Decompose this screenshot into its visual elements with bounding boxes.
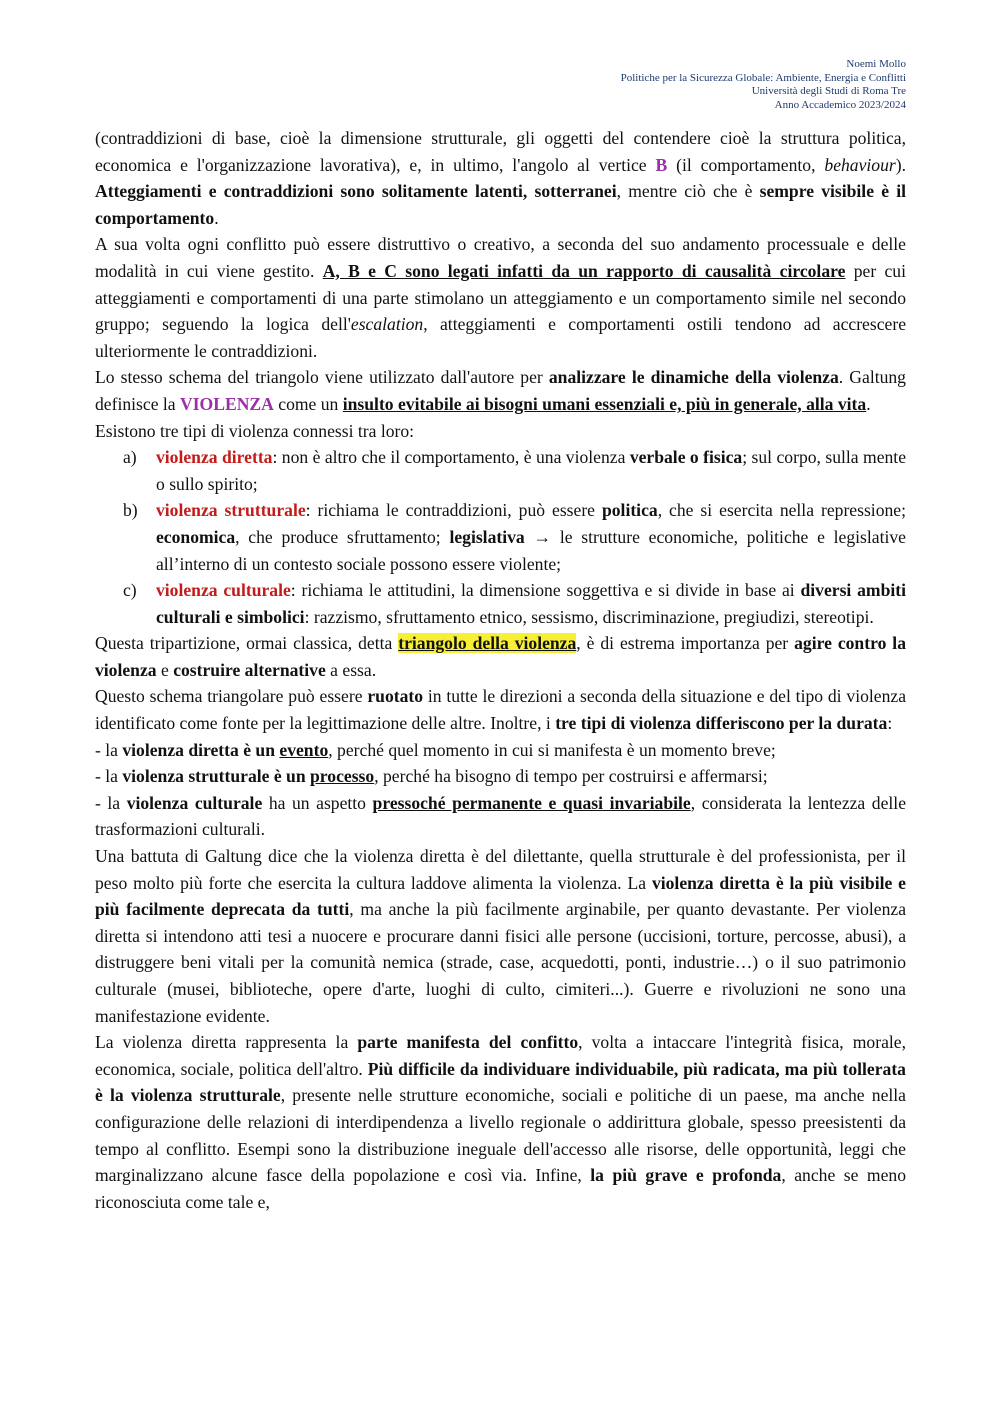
text-run: ha un aspetto bbox=[262, 792, 373, 813]
bold-run: diversi ambiti culturali e simbolici bbox=[156, 580, 906, 627]
duration-line-3 bbox=[95, 790, 906, 843]
bold-run: legislativa bbox=[449, 526, 525, 547]
bold-underline-run: pressoché permanente e quasi invariabile bbox=[372, 792, 691, 813]
text-run: , che si esercita nella repressione; bbox=[657, 500, 906, 521]
header-year: Anno Accademico 2023/2024 bbox=[774, 98, 906, 111]
bold-run: analizzare le dinamiche della violenza bbox=[548, 367, 839, 388]
text-run: , atteggiamenti e comportamenti ostili tendono ad accrescere ulteriormente le contraddizioni. bbox=[95, 314, 907, 361]
term-escalation: escalation bbox=[350, 314, 424, 335]
page-header bbox=[621, 58, 906, 112]
bold-underline-run: processo bbox=[310, 766, 375, 787]
duration-line-1 bbox=[95, 737, 906, 764]
bold-run: economica bbox=[156, 526, 236, 547]
text-run: , ma anche la più facilmente arginabile, per quanto devastante. Per violenza diretta si intendono atti tesi a nuocere e procurare danni fisici alle persone (uccisioni, torture, percosse, abusi), a distruggere beni vitali per la comunità nemica (strade, case, acquedotti, ponti, industrie…) o il suo patrimonio culturale (musei, biblioteche, opere d'arte, luoghi di culto, cimiteri...). Guerre e rivoluzioni ne sono una manifestazione evidente. bbox=[95, 899, 907, 1026]
text-run: , perché quel momento in cui si manifesta è un momento breve; bbox=[328, 739, 776, 760]
bold-run: politica bbox=[601, 500, 658, 521]
bold-run: costruire alternative bbox=[173, 659, 326, 680]
text-run: ). bbox=[895, 154, 906, 175]
highlighted-term: triangolo della violenza bbox=[398, 633, 577, 654]
bold-run: Più difficile da individuare individuabile, più radicata, ma più tollerata è la violenza strutturale bbox=[95, 1058, 906, 1106]
paragraph-2 bbox=[95, 231, 906, 364]
bold-underline-run: insulto evitabile ai bisogni umani essenziali e, più in generale, alla vita bbox=[342, 393, 867, 414]
document-body bbox=[95, 125, 906, 1215]
bold-run: ruotato bbox=[367, 686, 424, 707]
term-violenza: VIOLENZA bbox=[180, 393, 274, 414]
paragraph-4 bbox=[95, 418, 906, 445]
text-run: La violenza diretta rappresenta la bbox=[95, 1032, 358, 1053]
text-run: , volta a intaccare l'integrità fisica, morale, economica, sociale, politica dell'altro. bbox=[95, 1032, 906, 1079]
text-run: e bbox=[156, 659, 174, 680]
paragraph-8 bbox=[95, 1029, 906, 1215]
text-run: , presente nelle strutture economiche, sociali e politiche di un paese, ma anche nella configurazione delle relazioni di interdipendenza a livello regionale o addirittura globale, spesso preesistenti da tempo al conflitto. Esempi sono la distribuzione ineguale dell'accesso alle risorse, delle opportunità, leggi che marginalizzano alcune fasce della popolazione e così via. Infine, bbox=[95, 1085, 906, 1186]
list-marker: b) bbox=[123, 500, 138, 521]
term-violenza-culturale: violenza culturale bbox=[156, 580, 291, 601]
list-item bbox=[123, 497, 906, 577]
text-run: → le strutture economiche, politiche e legislative all’interno di un contesto sociale possono essere violente; bbox=[156, 526, 906, 574]
text-run: , è di estrema importanza per bbox=[576, 633, 795, 654]
bold-run: tre tipi di violenza differiscono per la durata bbox=[555, 713, 888, 734]
bold-run: parte manifesta del confitto bbox=[357, 1032, 579, 1053]
list-marker: a) bbox=[123, 447, 137, 468]
text-run: Una battuta di Galtung dice che la violenza diretta è del dilettante, quella strutturale è del professionista, per il peso molto più forte che esercita la cultura laddove alimenta la violenza. La bbox=[95, 846, 906, 893]
text-run: . bbox=[866, 393, 871, 414]
text-run: , anche se meno riconosciuta come tale e, bbox=[95, 1165, 907, 1212]
paragraph-5 bbox=[95, 630, 906, 683]
bold-underline-run: A, B e C sono legati infatti da un rapporto di causalità circolare bbox=[322, 260, 846, 281]
text-run: . bbox=[214, 207, 219, 228]
paragraph-7 bbox=[95, 843, 906, 1029]
bold-run: verbale o fisica bbox=[629, 447, 743, 468]
text-run: - la bbox=[95, 792, 127, 813]
bold-run: la più grave e profonda bbox=[590, 1165, 782, 1186]
text-run: : richiama le contraddizioni, può essere bbox=[305, 500, 602, 521]
text-run: Esistono tre tipi di violenza connessi tra loro: bbox=[95, 420, 415, 441]
list-marker: c) bbox=[123, 580, 137, 601]
text-run: come un bbox=[273, 393, 343, 414]
paragraph-3 bbox=[95, 364, 906, 417]
list-item bbox=[123, 444, 907, 497]
text-run: ; sul corpo, sulla mente o sullo spirito; bbox=[156, 447, 907, 494]
text-run: , considerata la lentezza delle trasformazioni culturali. bbox=[95, 792, 906, 840]
header-author: Noemi Mollo bbox=[846, 58, 906, 70]
text-run: , che produce sfruttamento; bbox=[235, 526, 450, 547]
term-violenza-diretta: violenza diretta bbox=[156, 447, 273, 468]
violence-types-list bbox=[95, 444, 906, 630]
text-run: in tutte le direzioni a seconda della situazione e del tipo di violenza identificato come fonte per la legittimazione delle altre. Inoltre, i bbox=[95, 686, 906, 734]
text-run: Questo schema triangolare può essere bbox=[95, 686, 368, 707]
header-university: Università degli Studi di Roma Tre bbox=[751, 85, 906, 97]
bold-run: violenza culturale bbox=[126, 792, 263, 813]
paragraph-1 bbox=[95, 125, 906, 231]
bold-run: violenza diretta è la più visibile e più facilmente deprecata da tutti bbox=[95, 872, 906, 920]
text-run: , perché ha bisogno di tempo per costruirsi e affermarsi; bbox=[374, 766, 768, 787]
text-run: - la bbox=[95, 739, 123, 760]
term-violenza-strutturale: violenza strutturale bbox=[156, 500, 306, 521]
text-run: , mentre ciò che è bbox=[616, 181, 760, 202]
vertex-b: B bbox=[655, 154, 668, 175]
text-run: Questa tripartizione, ormai classica, detta bbox=[95, 633, 399, 654]
bold-run: sempre visibile è il comportamento bbox=[95, 181, 906, 228]
text-run: per cui atteggiamenti e comportamenti di una parte stimolano un atteggiamento e un comportamento simile nel secondo gruppo; seguendo la logica dell' bbox=[95, 260, 906, 335]
text-run: - la bbox=[95, 766, 123, 787]
text-run: : richiama le attitudini, la dimensione soggettiva e si divide in base ai bbox=[290, 580, 801, 601]
header-course: Politiche per la Sicurezza Globale: Ambiente, Energia e Conflitti bbox=[620, 71, 906, 84]
text-run: a essa. bbox=[325, 659, 377, 680]
text-run: : razzismo, sfruttamento etnico, sessismo, discriminazione, pregiudizi, stereotipi. bbox=[304, 606, 874, 627]
paragraph-6 bbox=[95, 683, 906, 736]
text-run: (contraddizioni di base, cioè la dimensione strutturale, gli oggetti del contendere cioè la struttura politica, economica e l'organizzazione lavorativa), e, in ultimo, l'angolo al vertice bbox=[95, 128, 906, 175]
duration-line-2 bbox=[95, 763, 906, 790]
text-run: (il comportamento, bbox=[667, 154, 825, 175]
text-run: . Galtung definisce la bbox=[95, 367, 906, 414]
bold-underline-run: evento bbox=[279, 739, 329, 760]
text-run: A sua volta ogni conflitto può essere distruttivo o creativo, a seconda del suo andamento processuale e delle modalità in cui viene gestito. bbox=[95, 234, 906, 281]
term-behaviour: behaviour bbox=[824, 154, 896, 175]
bold-run: Atteggiamenti e contraddizioni sono solitamente latenti, sotterranei bbox=[95, 181, 617, 202]
bold-run: violenza strutturale è un bbox=[122, 766, 311, 787]
text-run: : bbox=[887, 713, 893, 734]
bold-run: agire contro la violenza bbox=[95, 633, 906, 680]
list-item bbox=[123, 577, 906, 630]
text-run: : non è altro che il comportamento, è una violenza bbox=[272, 447, 630, 468]
bold-run: violenza diretta è un bbox=[122, 739, 280, 760]
text-run: Lo stesso schema del triangolo viene utilizzato dall'autore per bbox=[95, 367, 549, 388]
